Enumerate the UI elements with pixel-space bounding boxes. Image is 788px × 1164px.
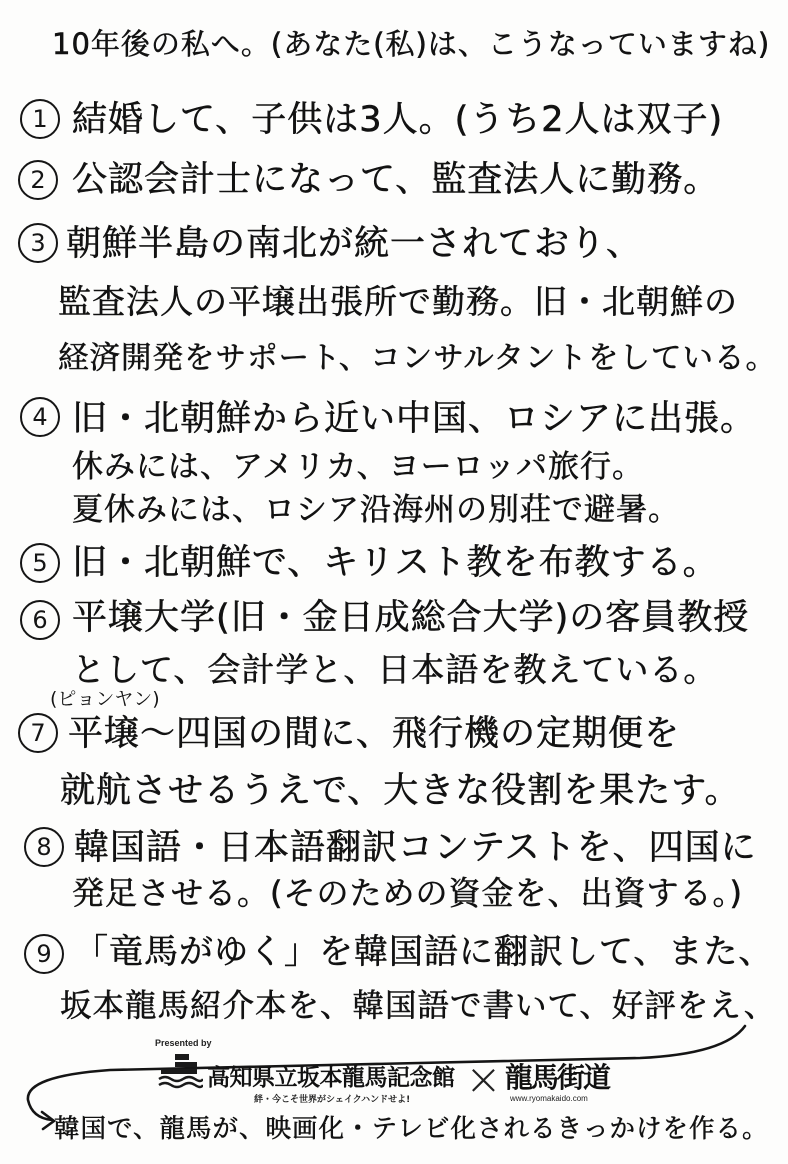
item-2-line-1: 公認会計士になって、監査法人に勤務。: [72, 160, 720, 200]
item-number-7: 7: [18, 713, 58, 753]
item-number-1: 1: [20, 99, 60, 139]
item-number-9: 9: [24, 934, 64, 974]
ryoma-kaido-url: www.ryomakaido.com: [510, 1094, 588, 1103]
item-7-ruby: (ピョンヤン): [50, 688, 160, 710]
final-line: 韓国で、龍馬が、映画化・テレビ化されるきっかけを作る。: [54, 1114, 769, 1144]
museum-logo-icon: [157, 1052, 203, 1092]
item-8-line-1: 韓国語・日本語翻訳コンテストを、四国に: [74, 828, 757, 868]
item-4-line-2: 休みには、アメリカ、ヨーロッパ旅行。: [72, 449, 644, 485]
item-number-3: 3: [18, 223, 58, 263]
presented-by-label: Presented by: [155, 1038, 212, 1048]
item-1-line-1: 結婚して、子供は3人。(うち2人は双子): [72, 100, 724, 140]
item-7-line-2: 就航させるうえで、大きな役割を果たす。: [60, 771, 741, 811]
item-number-4: 4: [20, 397, 60, 437]
item-3-line-1: 朝鮮半島の南北が統一されており、: [66, 224, 643, 264]
item-number-2: 2: [18, 160, 58, 200]
item-7-line-1: 平壌〜四国の間に、飛行機の定期便を: [68, 714, 681, 754]
item-8-line-2: 発足させる。(そのための資金を、出資する。): [72, 874, 743, 912]
sponsor-logos: [155, 1038, 625, 1112]
item-number-5: 5: [20, 543, 60, 583]
museum-name: 高知県立坂本龍馬記念館: [207, 1065, 455, 1091]
item-6-line-1: 平壌大学(旧・金日成総合大学)の客員教授: [72, 598, 750, 638]
ryoma-kaido-logo: 龍馬街道: [505, 1061, 610, 1094]
collaboration-cross: ×: [465, 1054, 502, 1105]
item-3-line-2: 監査法人の平壌出張所で勤務。旧・北朝鮮の: [58, 282, 738, 321]
item-number-6: 6: [20, 600, 60, 640]
item-number-8: 8: [24, 827, 64, 867]
item-4-line-3: 夏休みには、ロシア沿海州の別荘で避暑。: [72, 492, 680, 528]
item-3-line-3: 経済開発をサポート、コンサルタントをしている。: [58, 341, 778, 376]
item-6-line-2: として、会計学と、日本語を教えている。: [72, 650, 718, 689]
museum-tagline: 絆・今こそ世界がシェイクハンドせよ!: [254, 1095, 411, 1105]
item-9-line-2: 坂本龍馬紹介本を、韓国語で書いて、好評をえ、: [60, 988, 777, 1024]
item-9-line-1: 「竜馬がゆく」を韓国語に翻訳して、また、: [74, 932, 774, 972]
card-title: 10年後の私へ。(あなた(私)は、こうなっていますね): [52, 27, 771, 61]
item-4-line-1: 旧・北朝鮮から近い中国、ロシアに出張。: [72, 399, 757, 439]
item-5-line-1: 旧・北朝鮮で、キリスト教を布教する。: [72, 543, 719, 583]
